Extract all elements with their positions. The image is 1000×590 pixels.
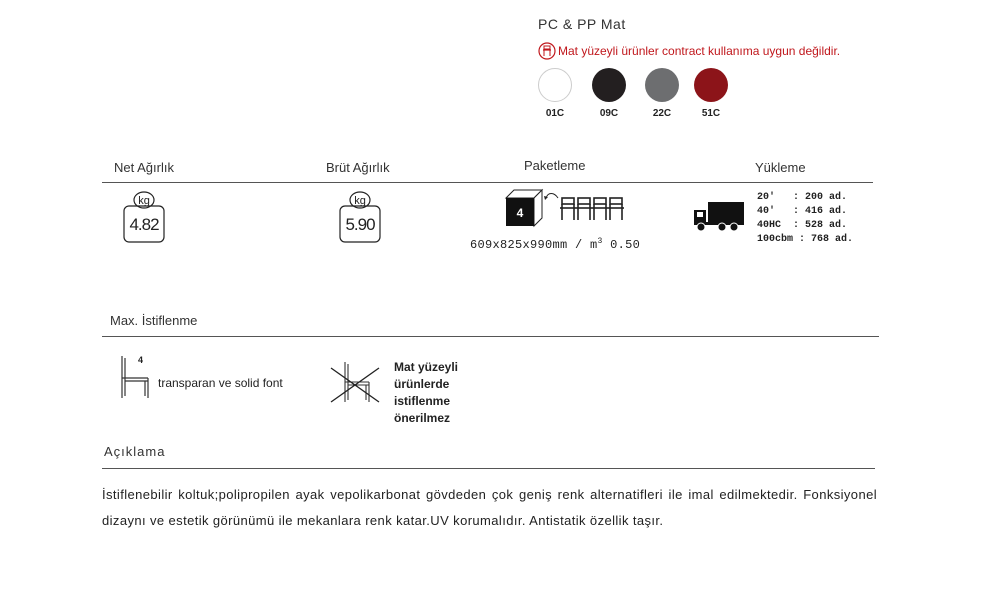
packaging-dimensions-sup: 3 bbox=[597, 237, 603, 246]
no-stacking-icon bbox=[327, 358, 383, 406]
color-swatch-51c[interactable] bbox=[694, 68, 728, 102]
loading-header: Yükleme bbox=[755, 160, 806, 175]
swatch-code: 22C bbox=[652, 108, 672, 119]
description-text: İstiflenebilir koltuk;polipropilen ayak vepolikarbonat gövdeden çok geniş renk alternatifleri ile imal edilmektedir. Fonksiyonel dizaynı ve estetik görünümü ile mekanlara renk katar.UV korumalıdır. Antistatik özellik taşır. bbox=[102, 487, 877, 528]
net-weight-icon bbox=[122, 190, 166, 244]
stackable-chairs-icon bbox=[110, 352, 150, 402]
color-swatch-22c[interactable] bbox=[645, 68, 679, 102]
gross-weight-unit: kg bbox=[354, 195, 366, 207]
material-title: PC & PP Mat bbox=[538, 16, 626, 32]
no-stacking-line: önerilmez bbox=[394, 411, 451, 425]
material-warning-text: Mat yüzeyli ürünler contract kullanıma uygun değildir. bbox=[558, 44, 841, 58]
stacked-chairs-icon bbox=[560, 198, 624, 220]
no-stacking-note bbox=[394, 359, 484, 427]
swatch-code: 01C bbox=[545, 108, 565, 119]
container-type: 20' bbox=[757, 192, 776, 203]
gross-weight-header: Brüt Ağırlık bbox=[326, 160, 390, 175]
loading-row bbox=[757, 192, 847, 203]
no-contract-chair-icon bbox=[538, 42, 556, 60]
stacking-title: Max. İstiflenme bbox=[110, 313, 198, 328]
container-amount: : 768 ad. bbox=[799, 234, 854, 245]
loading-row bbox=[757, 206, 847, 217]
color-swatch-01c[interactable] bbox=[538, 68, 572, 102]
net-weight-unit: kg bbox=[138, 195, 150, 207]
swatch-code: 51C bbox=[701, 108, 721, 119]
no-stacking-line: istiflenme bbox=[394, 394, 451, 408]
gross-weight-value: 5.90 bbox=[345, 215, 375, 234]
packaging-box-count: 4 bbox=[516, 206, 524, 220]
packaging-box-icon bbox=[502, 186, 652, 230]
description-title: Açıklama bbox=[104, 444, 166, 459]
loading-row bbox=[757, 234, 853, 245]
packaging-dimensions bbox=[470, 237, 640, 252]
divider bbox=[102, 468, 875, 469]
container-type: 40' bbox=[757, 206, 776, 217]
container-type: 100cbm bbox=[757, 234, 794, 245]
gross-weight-icon bbox=[338, 190, 382, 244]
container-amount: : 528 ad. bbox=[793, 220, 848, 231]
color-swatch-09c[interactable] bbox=[592, 68, 626, 102]
material-warning bbox=[538, 42, 840, 60]
container-type: 40HC bbox=[757, 220, 782, 231]
loading-row bbox=[757, 220, 847, 231]
packaging-dimensions-text: 609x825x990mm / m bbox=[470, 238, 598, 252]
net-weight-header: Net Ağırlık bbox=[114, 160, 174, 175]
truck-icon bbox=[692, 200, 746, 232]
net-weight-value: 4.82 bbox=[129, 215, 159, 234]
stacking-label: transparan ve solid font bbox=[158, 376, 283, 390]
swatch-code: 09C bbox=[599, 108, 619, 119]
packaging-header: Paketleme bbox=[524, 158, 586, 173]
container-amount: : 200 ad. bbox=[793, 192, 848, 203]
divider bbox=[102, 336, 879, 337]
no-stacking-line: Mat yüzeyli bbox=[394, 360, 459, 374]
stacking-count: 4 bbox=[138, 355, 144, 365]
packaging-volume: 0.50 bbox=[602, 238, 641, 252]
divider bbox=[102, 182, 873, 183]
no-stacking-line: ürünlerde bbox=[394, 377, 450, 391]
container-amount: : 416 ad. bbox=[793, 206, 848, 217]
